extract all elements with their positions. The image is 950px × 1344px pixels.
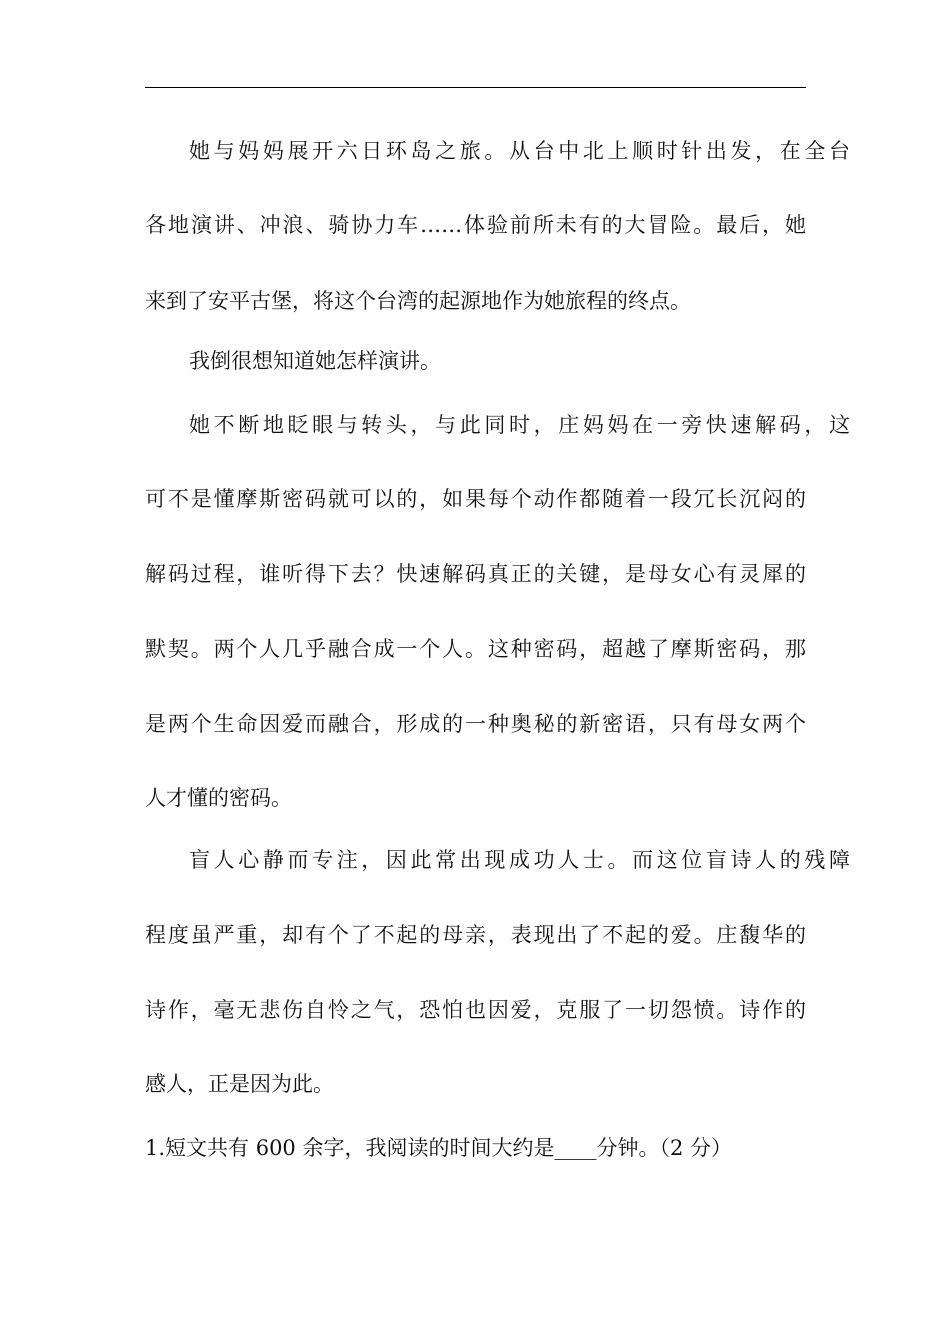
paragraph-4-line-3: 诗作，毫无悲伤自怜之气，恐怕也因爱，克服了一切怨愤。诗作的: [145, 998, 806, 1022]
paragraph-3-line-5: 是两个生命因爱而融合，形成的一种奥秘的新密语，只有母女两个: [145, 712, 806, 736]
paragraph-3-line-4: 默契。两个人几乎融合成一个人。这种密码，超越了摩斯密码，那: [145, 637, 806, 661]
paragraph-3-line-6: 人才懂的密码。: [145, 786, 292, 810]
paragraph-1-line-2: 各地演讲、冲浪、骑协力车……体验前所未有的大冒险。最后，她: [145, 213, 806, 237]
paragraph-3-line-3: 解码过程，谁听得下去？快速解码真正的关键，是母女心有灵犀的: [145, 562, 806, 586]
paragraph-4-line-2: 程度虽严重，却有个了不起的母亲，表现出了不起的爱。庄馥华的: [145, 923, 806, 947]
question-1: 1.短文共有 600 余字，我阅读的时间大约是____分钟。（2 分）: [145, 1136, 733, 1160]
paragraph-2-line-1: 我倒很想知道她怎样演讲。: [189, 349, 441, 373]
header-rule: [145, 87, 806, 88]
paragraph-1-line-1: 她与妈妈展开六日环岛之旅。从台中北上顺时针出发，在全台: [189, 139, 850, 163]
paragraph-1-line-3: 来到了安平古堡，将这个台湾的起源地作为她旅程的终点。: [145, 289, 691, 313]
paragraph-3-line-1: 她不断地眨眼与转头，与此同时，庄妈妈在一旁快速解码，这: [189, 413, 850, 437]
paragraph-4-line-1: 盲人心静而专注，因此常出现成功人士。而这位盲诗人的残障: [189, 848, 850, 872]
paragraph-3-line-2: 可不是懂摩斯密码就可以的，如果每个动作都随着一段冗长沉闷的: [145, 487, 806, 511]
paragraph-4-line-4: 感人，正是因为此。: [145, 1072, 334, 1096]
